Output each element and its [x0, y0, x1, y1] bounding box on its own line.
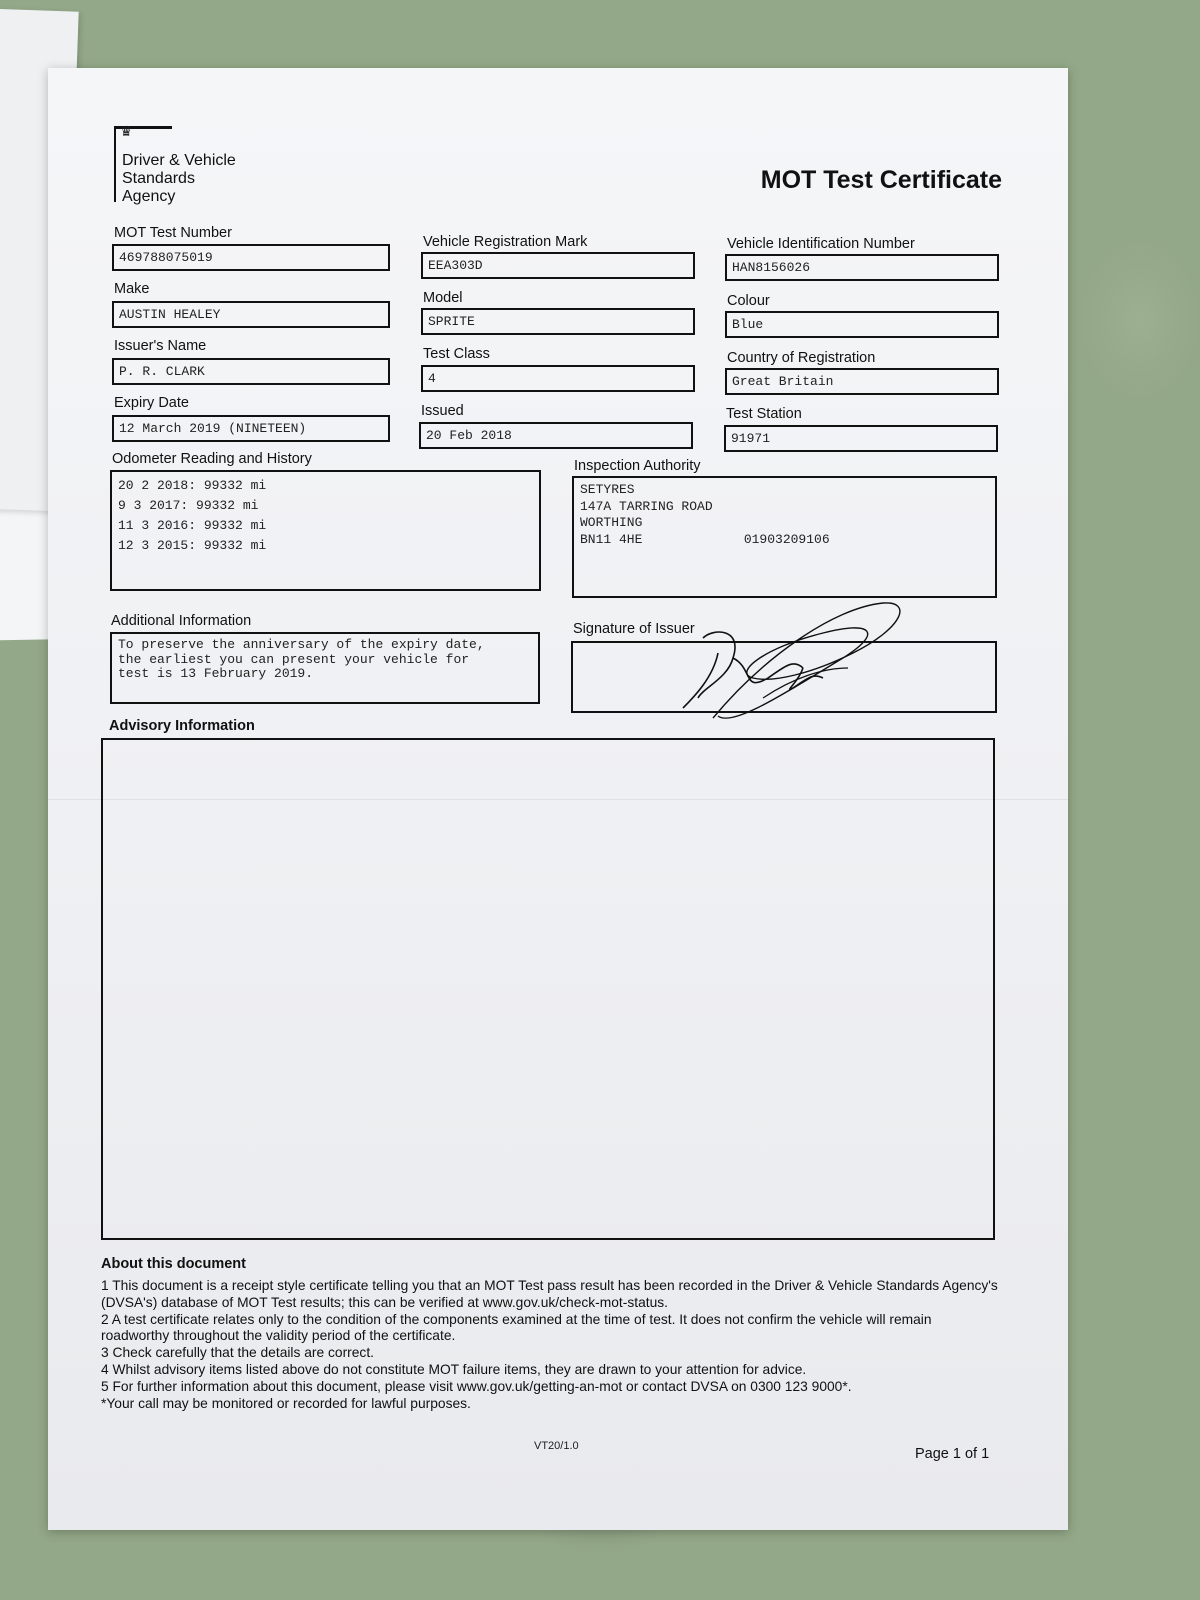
inspection-authority-label: Inspection Authority	[574, 458, 701, 474]
model-field: SPRITE	[421, 308, 695, 335]
vrm-field: EEA303D	[421, 252, 695, 279]
form-code: VT20/1.0	[534, 1440, 579, 1452]
vin-label: Vehicle Identification Number	[727, 236, 915, 252]
authority-name: SETYRES	[580, 482, 635, 497]
about-item: 2 A test certificate relates only to the condition of the components examined at the time of test. It does not confirm the vehicle will remain roadworthy throughout the validity period of the certificate.	[101, 1311, 932, 1344]
agency-name-line2: Standards	[122, 170, 195, 187]
odometer-label: Odometer Reading and History	[112, 451, 312, 467]
authority-postcode-phone: BN11 4HE 01903209106	[580, 531, 830, 547]
colour-label: Colour	[727, 293, 770, 309]
mot-test-number-label: MOT Test Number	[114, 225, 232, 241]
additional-info-line: test is 13 February 2019.	[118, 666, 314, 681]
handwritten-signature	[673, 598, 913, 748]
crown-icon: ♛	[120, 123, 133, 139]
vin-field: HAN8156026	[725, 254, 999, 281]
test-class-field: 4	[421, 365, 695, 392]
mot-test-number-field: 469788075019	[112, 244, 390, 271]
additional-info-box	[110, 632, 540, 704]
country-field: Great Britain	[725, 368, 999, 395]
odometer-history-box	[110, 470, 541, 591]
test-class-label: Test Class	[423, 346, 490, 362]
test-station-field: 91971	[724, 425, 998, 452]
colour-field: Blue	[725, 311, 999, 338]
additional-info-line: the earliest you can present your vehicle for	[118, 651, 470, 667]
about-item: 3 Check carefully that the details are correct.	[101, 1345, 375, 1361]
about-item: *Your call may be monitored or recorded for lawful purposes.	[101, 1395, 471, 1411]
paper-fold	[48, 799, 1068, 800]
about-item: 5 For further information about this document, please visit www.gov.uk/getting-an-mot or contact DVSA on 0300 123 9000*.	[101, 1378, 852, 1394]
page-number: Page 1 of 1	[915, 1446, 990, 1462]
issued-label: Issued	[421, 403, 464, 419]
agency-name-line1: Driver & Vehicle	[122, 152, 236, 169]
authority-town: WORTHING	[580, 515, 643, 530]
model-label: Model	[423, 290, 463, 306]
make-field: AUSTIN HEALEY	[112, 301, 390, 328]
authority-address-line: 147A TARRING ROAD	[580, 498, 713, 514]
advisory-title: Advisory Information	[109, 718, 255, 734]
about-list	[101, 1278, 1001, 1412]
issuer-name-field: P. R. CLARK	[112, 358, 390, 385]
inspection-authority-box	[572, 476, 997, 598]
agency-name-line3: Agency	[122, 188, 176, 205]
signature-label: Signature of Issuer	[573, 621, 695, 637]
about-item: 1 This document is a receipt style certificate telling you that an MOT Test pass result has been recorded in the Driver & Vehicle Standards Agency's (DVSA's) database of MOT Test results; this can be verified at www.gov.uk/check-mot-status.	[101, 1278, 998, 1310]
about-title: About this document	[101, 1256, 246, 1272]
page-title: MOT Test Certificate	[760, 166, 1002, 194]
odometer-entry: 11 3 2016: 99332 mi	[118, 518, 267, 533]
expiry-date-label: Expiry Date	[114, 395, 189, 411]
odometer-entry: 20 2 2018: 99332 mi	[118, 478, 267, 493]
odometer-entry: 12 3 2015: 99332 mi	[118, 538, 267, 553]
issuer-name-label: Issuer's Name	[114, 338, 207, 354]
advisory-box	[101, 738, 995, 1240]
additional-info-line: To preserve the anniversary of the expiry date,	[118, 637, 485, 652]
country-label: Country of Registration	[727, 350, 876, 366]
odometer-entry: 9 3 2017: 99332 mi	[118, 498, 259, 513]
issued-field: 20 Feb 2018	[419, 422, 693, 449]
vrm-label: Vehicle Registration Mark	[423, 234, 588, 250]
expiry-date-field: 12 March 2019 (NINETEEN)	[112, 415, 390, 442]
additional-info-label: Additional Information	[111, 613, 252, 629]
test-station-label: Test Station	[726, 406, 802, 422]
about-item: 4 Whilst advisory items listed above do not constitute MOT failure items, they are drawn to your attention for advice.	[101, 1361, 807, 1377]
make-label: Make	[114, 281, 150, 297]
certificate-page	[48, 68, 1068, 1530]
